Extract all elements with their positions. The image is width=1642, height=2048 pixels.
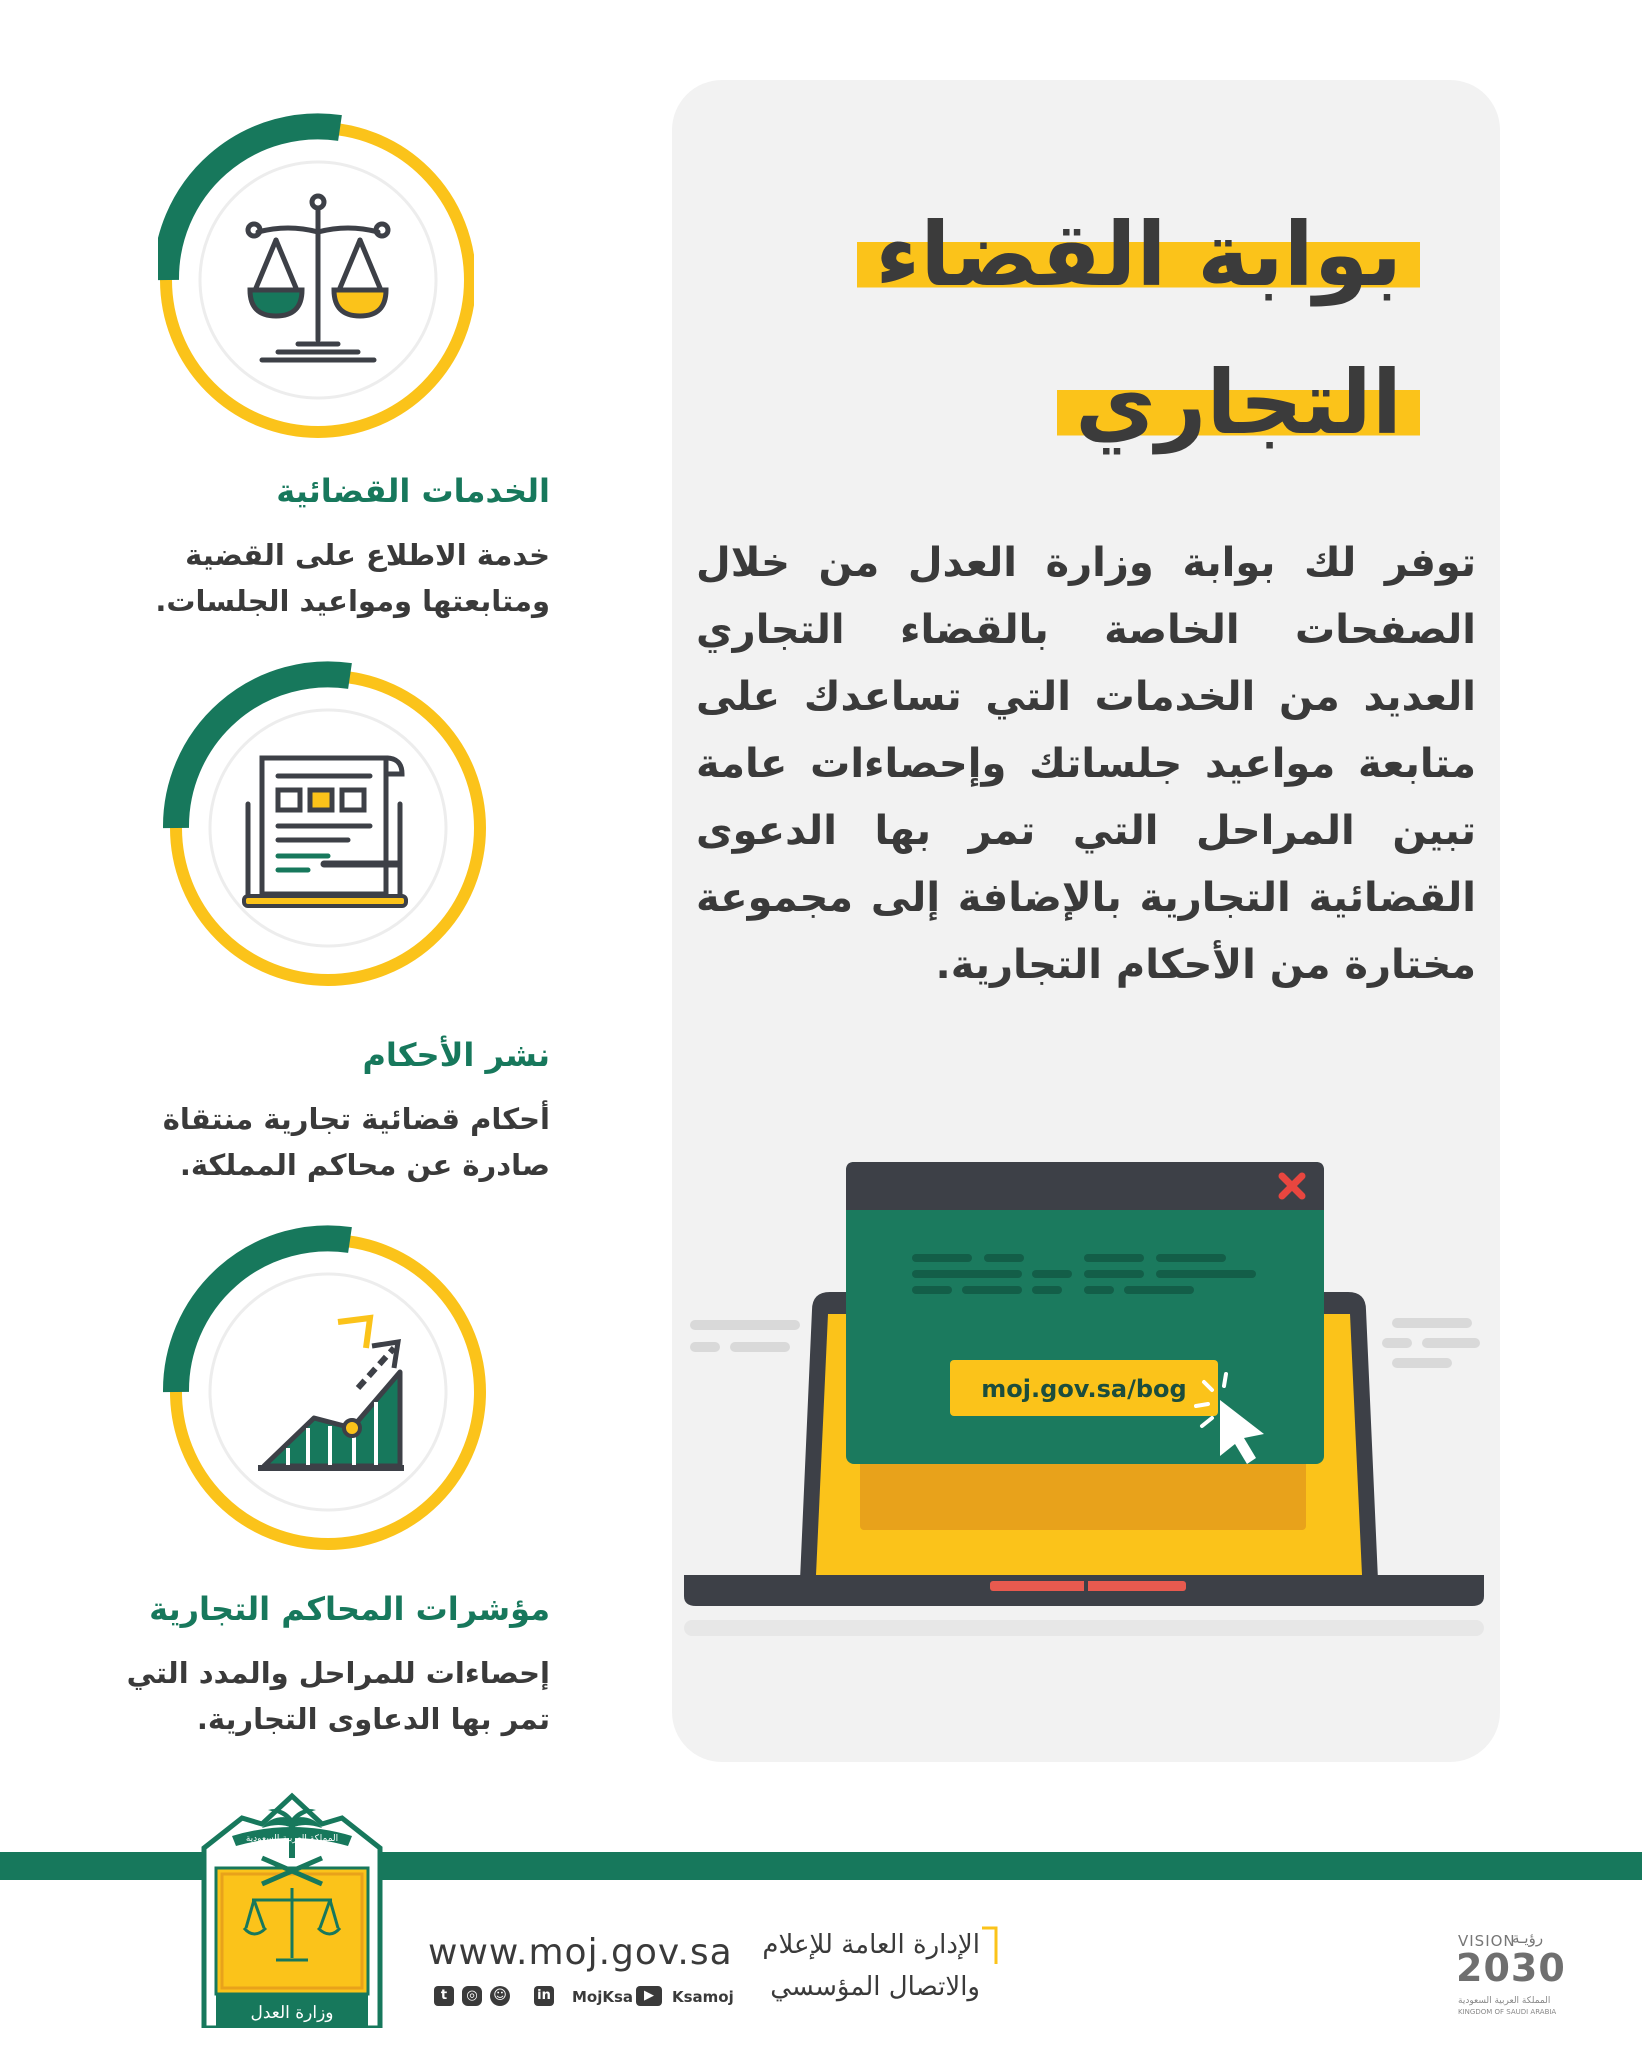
portal-url[interactable]: moj.gov.sa/bog <box>981 1375 1187 1403</box>
website-link[interactable]: www.moj.gov.sa <box>428 1932 733 1973</box>
vision-year: 2030 <box>1456 1946 1566 1990</box>
motion-lines-left <box>690 1320 800 1352</box>
ministry-logo-banner: المملكة العربية السعودية <box>245 1834 339 1844</box>
service-1-title: الخدمات القضائية <box>276 472 550 510</box>
youtube-icon[interactable]: ▶ <box>636 1986 662 2006</box>
instagram-icon[interactable]: ◎ <box>462 1986 482 2006</box>
service-1-desc: خدمة الاطلاع على القضية ومتابعتها ومواعيد الجلسات. <box>155 538 550 618</box>
service-2-desc: أحكام قضائية تجارية منتقاة صادرة عن محاكم المملكة. <box>162 1102 550 1182</box>
page-title-line-1: بوابة القضاء <box>857 200 1420 310</box>
social-handle-1: MojKsa <box>572 1988 634 2006</box>
social-handle-2: Ksamoj <box>672 1988 734 2006</box>
vision-label-ar: رؤيـة <box>1512 1929 1544 1947</box>
snapchat-icon[interactable]: ☺ <box>490 1986 510 2006</box>
kingdom-name-ar: المملكة العربية السعودية <box>1458 1996 1551 2006</box>
vision-label: VISION <box>1458 1932 1516 1950</box>
ministry-logo-name: وزارة العدل <box>250 2003 334 2023</box>
service-3-desc: إحصاءات للمراحل والمدد التي تمر بها الدعاوى التجارية. <box>126 1656 550 1736</box>
page-title-line-2: التجاري <box>1057 348 1420 458</box>
linkedin-icon[interactable]: in <box>534 1986 554 2006</box>
intro-paragraph: توفر لك بوابة وزارة العدل من خلال الصفحات الخاصة بالقضاء التجاري العديد من الخدمات التي تساعدك على متابعة مواعيد جلساتك وإحصاءات عامة تبين المراحل التي تمر بها الدعوى القضائية التجارية بالإضافة إلى مجموعة مختارة من الأحكام التجارية. <box>696 540 1476 988</box>
service-2-ring <box>158 658 498 998</box>
service-2-title: نشر الأحكام <box>362 1036 550 1074</box>
department-name-line-2: والاتصال المؤسسي <box>770 1972 980 2002</box>
laptop-illustration <box>672 1060 1500 1680</box>
document-icon <box>248 758 402 894</box>
twitter-icon[interactable]: t <box>434 1986 454 2006</box>
service-3-title: مؤشرات المحاكم التجارية <box>149 1590 550 1628</box>
department-name-line-1: الإدارة العامة للإعلام <box>762 1930 980 1960</box>
ministry-logo <box>192 1788 392 2028</box>
service-1-ring <box>158 100 474 460</box>
service-3-ring <box>158 1222 498 1562</box>
intro-card <box>672 80 1500 1762</box>
kingdom-name-en: KINGDOM OF SAUDI ARABIA <box>1458 2008 1557 2016</box>
bracket-icon <box>980 1926 998 1966</box>
motion-lines-right <box>1382 1318 1480 1368</box>
